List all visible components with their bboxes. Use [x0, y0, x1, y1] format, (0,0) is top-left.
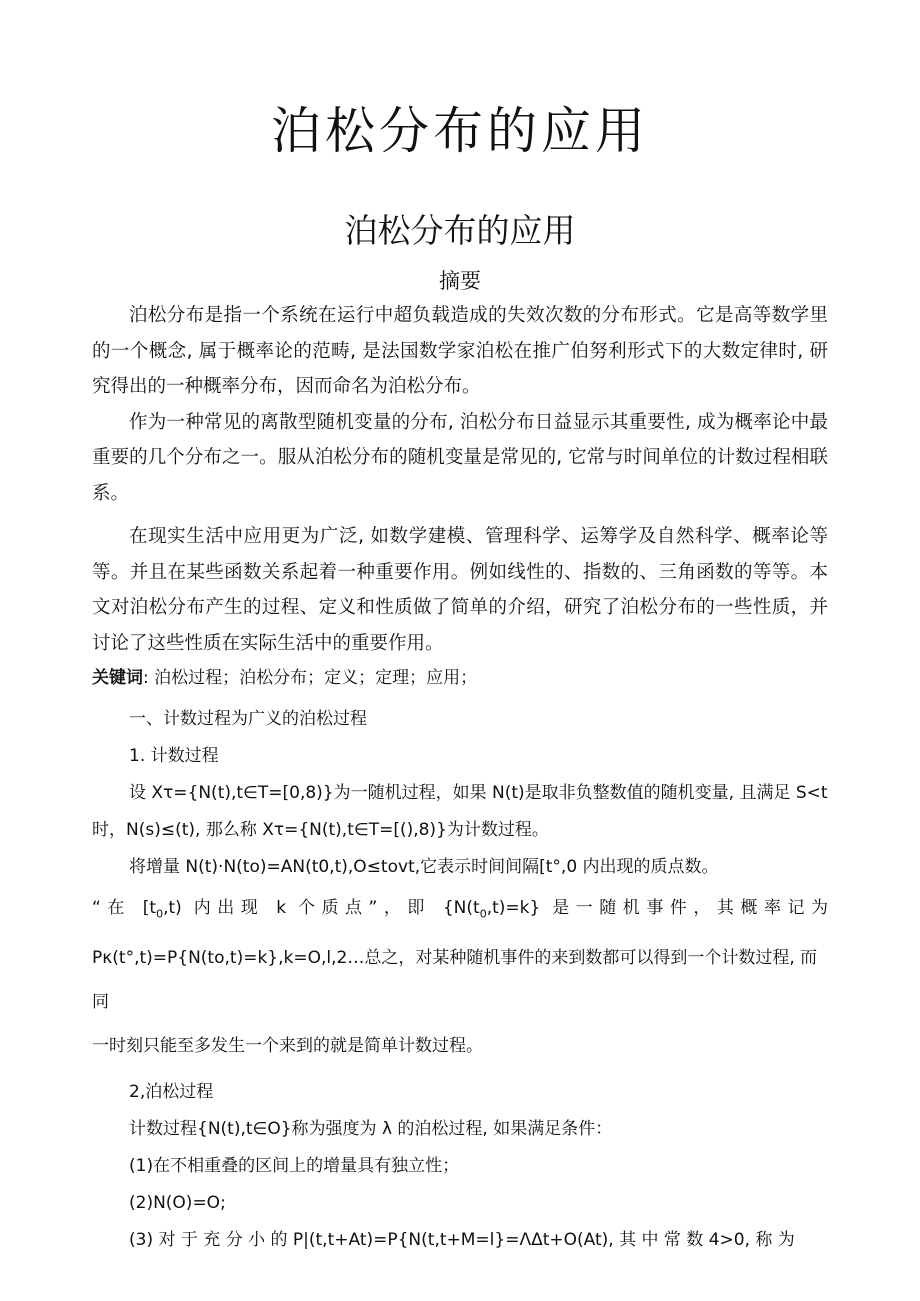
body-line: 计数过程{N(t),t∈O}称为强度为 λ 的泊松过程, 如果满足条件：	[129, 1119, 613, 1140]
subsection-heading: 2,泊松过程	[129, 1082, 214, 1103]
keywords-line	[92, 661, 828, 695]
document-title: 泊松分布的应用	[271, 102, 649, 160]
body-line: 一时刻只能至多发生一个来到的就是简单计数过程。	[92, 1036, 483, 1057]
section-heading: 一、计数过程为广义的泊松过程	[129, 709, 367, 729]
abstract-paragraph: 在现实生活中应用更为广泛, 如数学建模、管理科学、运筹学及自然科学、概率论等等。并且在某些函数关系起着一种重要作用。例如线性的、指数的、三角函数的等等。本文对泊松分布产生的过程、定义和性质做了简单的介绍，研究了泊松分布的一些性质，并讨论了这些性质在实际生活中的重要作用。	[92, 526, 828, 654]
body-line-spread	[92, 886, 828, 936]
body-line: 将增量 N(t)·N(to)=AN(t0,t),O≤tovt,它表示时间间隔[t°,0 内出现的质点数。	[129, 857, 719, 877]
keywords-label: 关键词	[92, 668, 143, 688]
subsection-heading: 1. 计数过程	[129, 746, 219, 766]
body-line: 时，N(s)≤(t), 那么称 Xτ={N(t),t∈T=[(),8)}为计数过程。	[92, 820, 549, 840]
document-subtitle: 泊松分布的应用	[344, 211, 576, 250]
subscript: 0	[156, 907, 164, 921]
subscript: 0	[479, 907, 487, 921]
keywords-text: : 泊松过程；泊松分布；定义；定理；应用；	[143, 668, 478, 688]
body-line: (1)在不相重叠的区间上的增量具有独立性；	[129, 1156, 460, 1177]
abstract-heading: 摘要	[439, 269, 481, 293]
text-run: ,t)=k} 是一随机事件，其概率记为	[486, 898, 828, 918]
abstract-paragraph: 泊松分布是指一个系统在运行中超负载造成的失效次数的分布形式。它是高等数学里的一个概念, 属于概率论的范畴, 是法国数学家泊松在推广伯努利形式下的大数定律时, 研究得出的一种概率分布，因而命名为泊松分布。	[92, 305, 828, 397]
body-line: 设 Xτ={N(t),t∈T=[0,8)}为一随机过程，如果 N(t)是取非负整数值的随机变量, 且满足 S<t	[129, 783, 828, 803]
body-line: (3) 对 于 充 分 小 的 P|(t,t+At)=P{N(t,t+M=l}=ΛΔt+O(At), 其 中 常 数 4>0, 称 为	[129, 1230, 795, 1251]
body-line: (2)N(O)=O;	[129, 1193, 226, 1214]
text-run: ,t) 内出现 k 个质点”，即 {N(t	[163, 898, 480, 918]
body-line: Pκ(t°,t)=P{N(to,t)=k},k=O,l,2…总之，对某种随机事件的来到数都可以得到一个计数过程, 而同	[92, 948, 818, 1013]
text-run: “在 [t	[92, 898, 157, 918]
abstract-paragraph: 作为一种常见的离散型随机变量的分布, 泊松分布日益显示其重要性, 成为概率论中最重要的几个分布之一。服从泊松分布的随机变量是常见的, 它常与时间单位的计数过程相联系。	[92, 411, 828, 504]
